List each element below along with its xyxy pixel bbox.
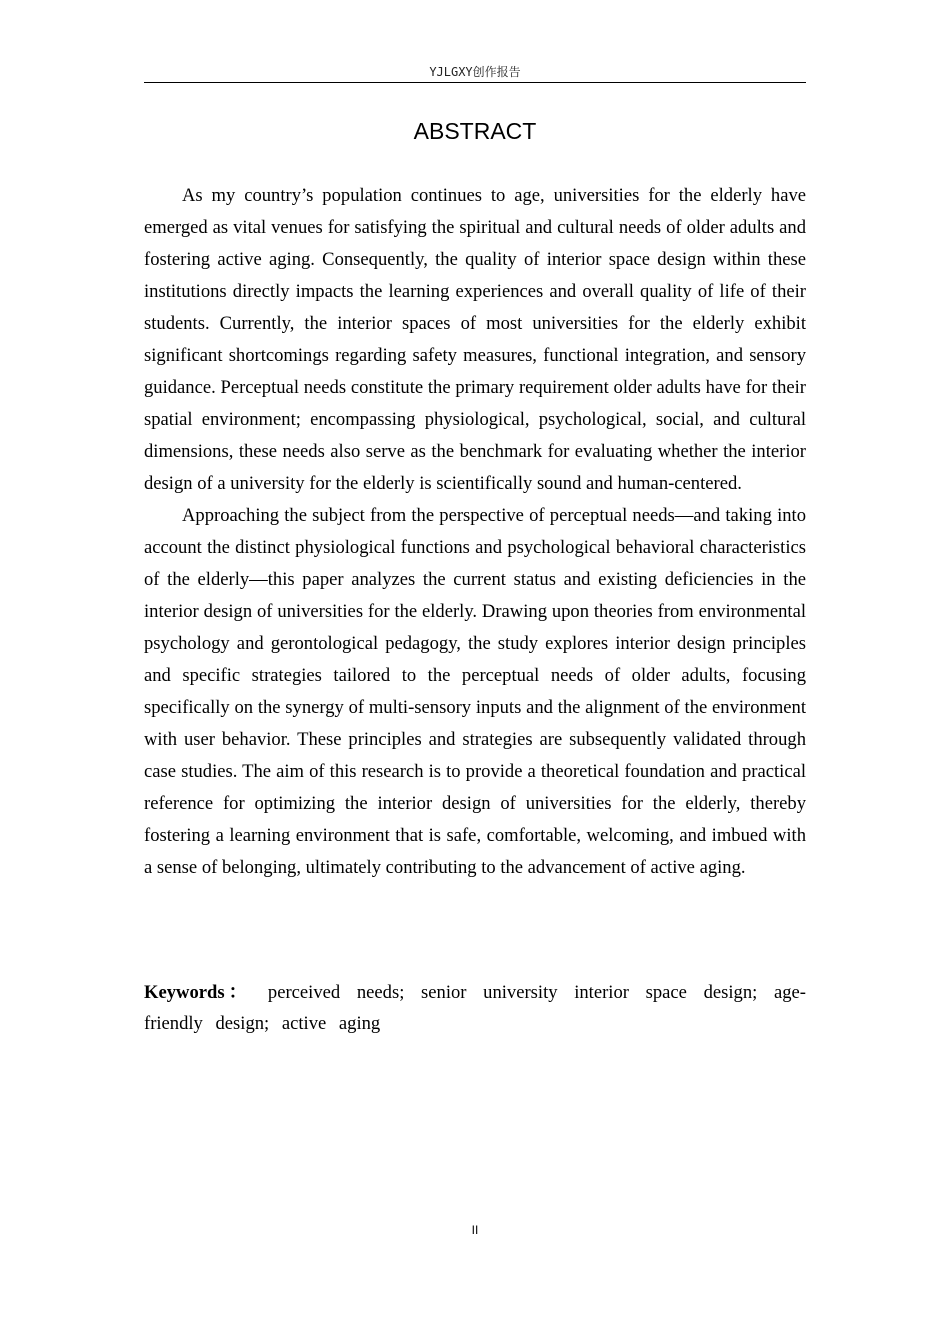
abstract-paragraph-1: As my country’s population continues to age, universities for the elderly have emerged as vital venues for satisfying the spiritual and cultural needs of older adults and fostering active aging. Consequently, the quality of interior space design within these institutions directly impacts the learning experiences and overall quality of life of their students. Currently, the interior spaces of most universities for the elderly exhibit significant shortcomings regarding safety measures, functional integration, and sensory guidance. Perceptual needs constitute the primary requirement older adults have for their spatial environment; encompassing physiological, psychological, social, and cultural dimensions, these needs also serve as the benchmark for evaluating whether the interior design of a university for the elderly is scientifically sound and human-centered.	[144, 185, 806, 494]
keywords-line	[144, 977, 806, 1039]
page-title: ABSTRACT	[413, 118, 537, 144]
running-header: YJLGXY创作报告	[429, 65, 521, 79]
keywords-label: Keywords：	[144, 982, 252, 1003]
abstract-body	[144, 180, 806, 884]
abstract-paragraph-2: Approaching the subject from the perspective of perceptual needs—and taking into account the distinct physiological functions and psychological behavioral characteristics of the elderly—this paper analyzes the current status and existing deficiencies in the interior design of universities for the elderly. Drawing upon theories from environmental psychology and gerontological pedagogy, the study explores interior design principles and specific strategies tailored to the perceptual needs of older adults, focusing specifically on the synergy of multi-sensory inputs and the alignment of the environment with user behavior. These principles and strategies are subsequently validated through case studies. The aim of this research is to provide a theoretical foundation and practical reference for optimizing the interior design of universities for the elderly, thereby fostering a learning environment that is safe, comfortable, welcoming, and imbued with a sense of belonging, ultimately contributing to the advancement of active aging.	[144, 505, 806, 878]
page-number: II	[471, 1223, 479, 1237]
keywords-text: perceived needs; senior university interior space design; age-friendly design; active aging	[144, 982, 806, 1034]
header-rule	[144, 82, 806, 83]
